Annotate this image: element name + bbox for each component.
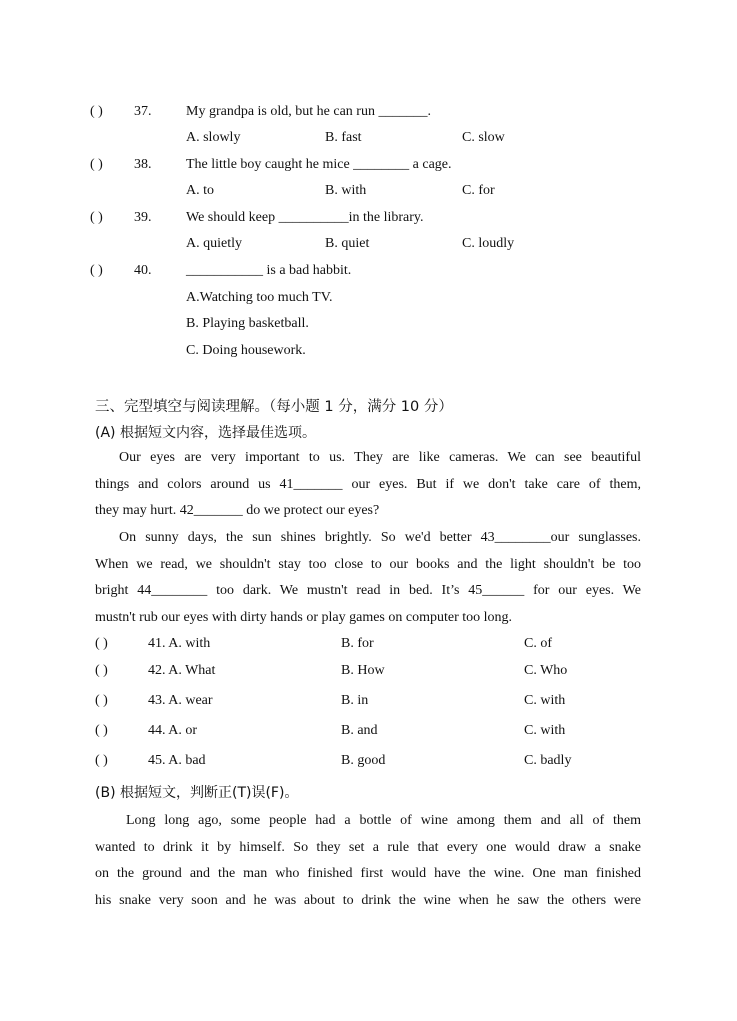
passage-a-paragraph-1 xyxy=(95,445,641,525)
option-c: C. with xyxy=(524,723,566,738)
passage-b-paragraph xyxy=(95,808,641,915)
part-a-heading: (A) 根据短文内容，选择最佳选项。 xyxy=(95,425,316,441)
option-c-row xyxy=(0,343,737,365)
answer-row-44 xyxy=(0,723,737,747)
passage-line: Our eyes are very important to us. They are like cameras. We can see beautiful xyxy=(119,450,641,465)
passage-line: bright 44________ too dark. We mustn't read in bed. It’s 45______ for our eyes. We xyxy=(95,583,641,599)
option-a-row xyxy=(0,290,737,312)
option-b: B. Playing basketball. xyxy=(186,316,309,331)
option-c: C. Who xyxy=(524,663,568,678)
option-b: B. in xyxy=(341,693,369,708)
option-b: B. How xyxy=(341,663,385,678)
option-a: 41. A. with xyxy=(148,636,211,651)
option-a: 45. A. bad xyxy=(148,753,206,768)
option-c: C. slow xyxy=(462,130,505,145)
answer-bracket[interactable]: ( ) xyxy=(90,157,103,172)
option-b: B. and xyxy=(341,723,378,738)
answer-row-43 xyxy=(0,693,737,717)
options-39 xyxy=(0,236,737,258)
passage-line: On sunny days, the sun shines brightly. So we'd better 43________our sunglasses. xyxy=(119,530,641,545)
passage-line: his snake very soon and he was about to drink the wine when he saw the others were xyxy=(95,893,641,909)
answer-bracket[interactable]: ( ) xyxy=(95,723,108,738)
options-37 xyxy=(0,130,737,152)
option-b: B. good xyxy=(341,753,386,768)
option-b-row xyxy=(0,316,737,338)
answer-bracket[interactable]: ( ) xyxy=(90,104,103,119)
option-c: C. badly xyxy=(524,753,572,768)
question-stem: My grandpa is old, but he can run _______. xyxy=(186,104,431,119)
option-b: B. with xyxy=(325,183,367,198)
question-number: 37. xyxy=(134,104,152,119)
option-b: B. for xyxy=(341,636,374,651)
option-c: C. for xyxy=(462,183,495,198)
part-b-heading: (B) 根据短文，判断正(T)误(F)。 xyxy=(95,785,299,801)
option-c: C. with xyxy=(524,693,566,708)
question-40 xyxy=(0,263,737,289)
option-a: A.Watching too much TV. xyxy=(186,290,333,305)
passage-line: things and colors around us 41_______ our eyes. But if we don't take care of them, xyxy=(95,476,641,492)
answer-bracket[interactable]: ( ) xyxy=(90,263,103,278)
option-a: 44. A. or xyxy=(148,723,197,738)
options-38 xyxy=(0,183,737,205)
question-stem: ___________ is a bad habbit. xyxy=(186,263,352,278)
option-b: B. quiet xyxy=(325,236,370,251)
option-a: 43. A. wear xyxy=(148,693,213,708)
passage-line: Long long ago, some people had a bottle of wine among them and all of them xyxy=(126,813,641,828)
question-number: 40. xyxy=(134,263,152,278)
question-38 xyxy=(0,157,737,183)
option-a: A. to xyxy=(186,183,214,198)
answer-bracket[interactable]: ( ) xyxy=(95,693,108,708)
answer-row-41 xyxy=(0,636,737,660)
answer-bracket[interactable]: ( ) xyxy=(95,636,108,651)
option-a: A. slowly xyxy=(186,130,241,145)
question-stem: The little boy caught he mice ________ a cage. xyxy=(186,157,452,172)
passage-line: mustn't rub our eyes with dirty hands or play games on computer too long. xyxy=(95,610,513,626)
question-number: 38. xyxy=(134,157,152,172)
option-c: C. loudly xyxy=(462,236,515,251)
answer-row-45 xyxy=(0,753,737,777)
answer-bracket[interactable]: ( ) xyxy=(95,753,108,768)
answer-bracket[interactable]: ( ) xyxy=(95,663,108,678)
option-a: A. quietly xyxy=(186,236,242,251)
passage-a-paragraph-2 xyxy=(95,525,641,632)
option-a: 42. A. What xyxy=(148,663,216,678)
passage-line: on the ground and the man who finished first would have the wine. One man finished xyxy=(95,866,641,882)
passage-line: they may hurt. 42_______ do we protect our eyes? xyxy=(95,503,380,519)
passage-line: wanted to drink it by himself. So they set a rule that every one would draw a snake xyxy=(95,839,641,855)
question-39 xyxy=(0,210,737,236)
section-title: 三、完型填空与阅读理解。（每小题 1 分，满分 10 分） xyxy=(95,399,453,415)
option-c: C. of xyxy=(524,636,552,651)
option-b: B. fast xyxy=(325,130,362,145)
answer-bracket[interactable]: ( ) xyxy=(90,210,103,225)
answer-row-42 xyxy=(0,663,737,687)
question-number: 39. xyxy=(134,210,152,225)
passage-line: When we read, we shouldn't stay too close to our books and the light shouldn't be too xyxy=(95,556,641,572)
option-c: C. Doing housework. xyxy=(186,343,306,358)
question-37 xyxy=(0,104,737,130)
question-stem: We should keep __________in the library. xyxy=(186,210,424,225)
